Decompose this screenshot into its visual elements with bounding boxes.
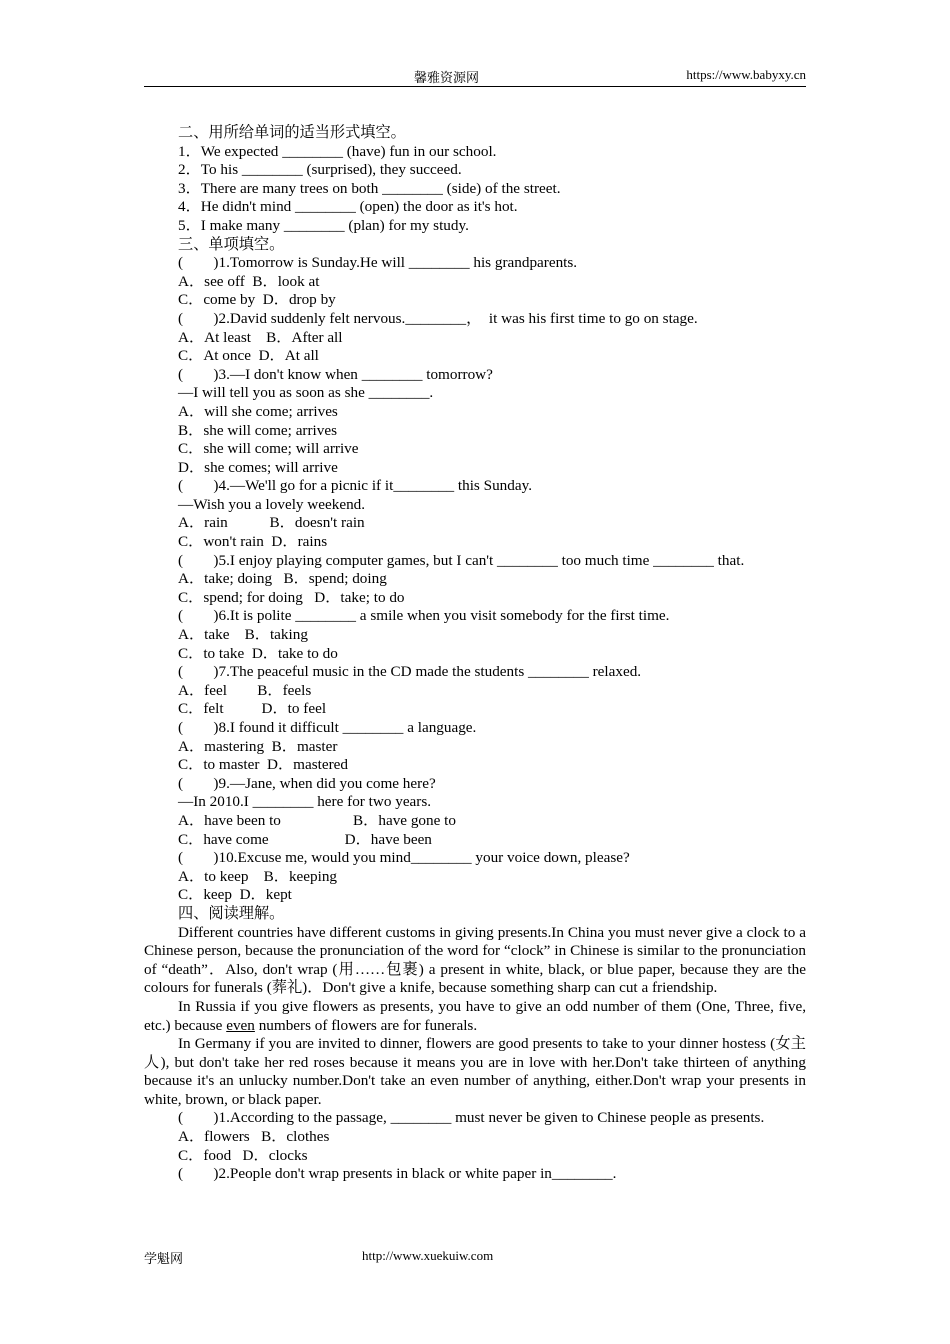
header-url[interactable]: https://www.babyxy.cn <box>686 67 806 82</box>
section3-questions <box>144 254 806 905</box>
question-line: A．take; doing B．spend; doing <box>178 570 387 588</box>
question-line: C．to master D．mastered <box>178 756 348 774</box>
reading-question-2: ( )2.People don't wrap presents in black or white paper in________. <box>178 1165 617 1183</box>
question-line: ( )4.—We'll go for a picnic if it________ this Sunday. <box>178 477 533 495</box>
question-line: C．have come D．have been <box>178 830 432 848</box>
question-line: ( )5.I enjoy playing computer games, but I can't ________ too much time ________ that. <box>178 551 745 569</box>
question-line: A．At least B．After all <box>178 328 343 346</box>
question-line: C．At once D．At all <box>178 347 319 365</box>
question-line: —In 2010.I ________ here for two years. <box>178 793 432 811</box>
question-line: ( )1.Tomorrow is Sunday.He will ________ his grandparents. <box>178 254 578 272</box>
question-line: —Wish you a lovely weekend. <box>178 495 366 513</box>
question-line: D．she comes; will arrive <box>178 458 338 476</box>
question-line: C．won't rain D．rains <box>178 533 328 551</box>
fill-in-item: 4．He didn't mind ________ (open) the door as it's hot. <box>178 198 518 216</box>
page-header <box>144 66 806 87</box>
question-line: C．she will come; will arrive <box>178 440 359 458</box>
fill-in-item: 1．We expected ________ (have) fun in our school. <box>178 142 497 160</box>
question-line: B．she will come; arrives <box>178 421 338 439</box>
fill-in-item: 2．To his ________ (surprised), they succeed. <box>178 161 462 179</box>
question-line: ( )9.—Jane, when did you come here? <box>178 774 436 792</box>
underlined-word: even <box>226 1016 255 1034</box>
question-line: A．rain B．doesn't rain <box>178 514 365 532</box>
question-line: A．have been to B．have gone to <box>178 811 456 829</box>
question-line: C．come by D．drop by <box>178 291 336 309</box>
reading-paragraph-1: Different countries have different customs in giving presents.In China you must never give a clock to a Chinese person, because the pronunciation of the word for “clock” in Chinese is similar to the pronunciation of “death”．Also, don't wrap (用……包裹) a present in white, black, or blue paper, because they are the colours for funerals (葬礼)．Don't give a knife, because something sharp can cut a friendship. <box>144 923 806 997</box>
question-line: C．keep D．kept <box>178 886 292 904</box>
question-line: C．spend; for doing D．take; to do <box>178 588 405 606</box>
question-line: —I will tell you as soon as she ________. <box>178 384 434 402</box>
question-line: A．take B．taking <box>178 626 308 644</box>
question-line: A．see off B．look at <box>178 272 320 290</box>
footer-url[interactable]: http://www.xuekuiw.com <box>362 1248 494 1263</box>
section4-title: 四、阅读理解。 <box>178 904 285 922</box>
question-line: ( )8.I found it difficult ________ a language. <box>178 719 477 736</box>
question-line: ( )3.—I don't know when ________ tomorrow? <box>178 365 493 383</box>
reading-q1-option-line: A．flowers B．clothes <box>178 1128 330 1146</box>
reading-paragraph-2: In Russia if you give flowers as presents, you have to give an odd number of them (One, Three, five, etc.) because even numbers of flowers are for funerals. <box>144 997 806 1034</box>
section3-title: 三、单项填空。 <box>178 235 285 253</box>
question-line: A．feel B．feels <box>178 681 312 699</box>
fill-in-item: 3．There are many trees on both ________ (side) of the street. <box>178 179 561 197</box>
question-line: ( )7.The peaceful music in the CD made the students ________ relaxed. <box>178 663 642 681</box>
question-line: C．felt D．to feel <box>178 700 327 718</box>
fill-in-item: 5．I make many ________ (plan) for my study. <box>178 216 469 234</box>
footer-site-name: 学魁网 <box>144 1251 184 1266</box>
question-line: C．to take D．take to do <box>178 644 338 662</box>
question-line: A．mastering B．master <box>178 737 338 755</box>
question-line: ( )2.David suddenly felt nervous.________， it was his first time to go on stage. <box>178 309 698 327</box>
question-line: A．to keep B．keeping <box>178 867 338 885</box>
question-line: A．will she come; arrives <box>178 402 338 420</box>
reading-q1-option-line: C．food D．clocks <box>178 1146 308 1164</box>
question-line: ( )10.Excuse me, would you mind________ your voice down, please? <box>178 849 630 867</box>
header-site-name: 馨雅资源网 <box>414 70 480 85</box>
reading-paragraph-3: In Germany if you are invited to dinner, flowers are good presents to take to your dinner hostess (女主人), but don't take her red roses because it means you are in love with her.Don't take thirteen of anything because it's an unlucky number.Don't take an even number of anything, either.Don't wrap your presents in white, brown, or black paper. <box>144 1035 806 1108</box>
section2-items <box>144 143 806 236</box>
question-line: ( )6.It is polite ________ a smile when you visit somebody for the first time. <box>178 607 670 625</box>
document-body <box>144 124 806 1184</box>
reading-question-1: ( )1.According to the passage, ________ must never be given to Chinese people as presents. <box>178 1109 765 1127</box>
section2-title: 二、用所给单词的适当形式填空。 <box>178 124 406 141</box>
